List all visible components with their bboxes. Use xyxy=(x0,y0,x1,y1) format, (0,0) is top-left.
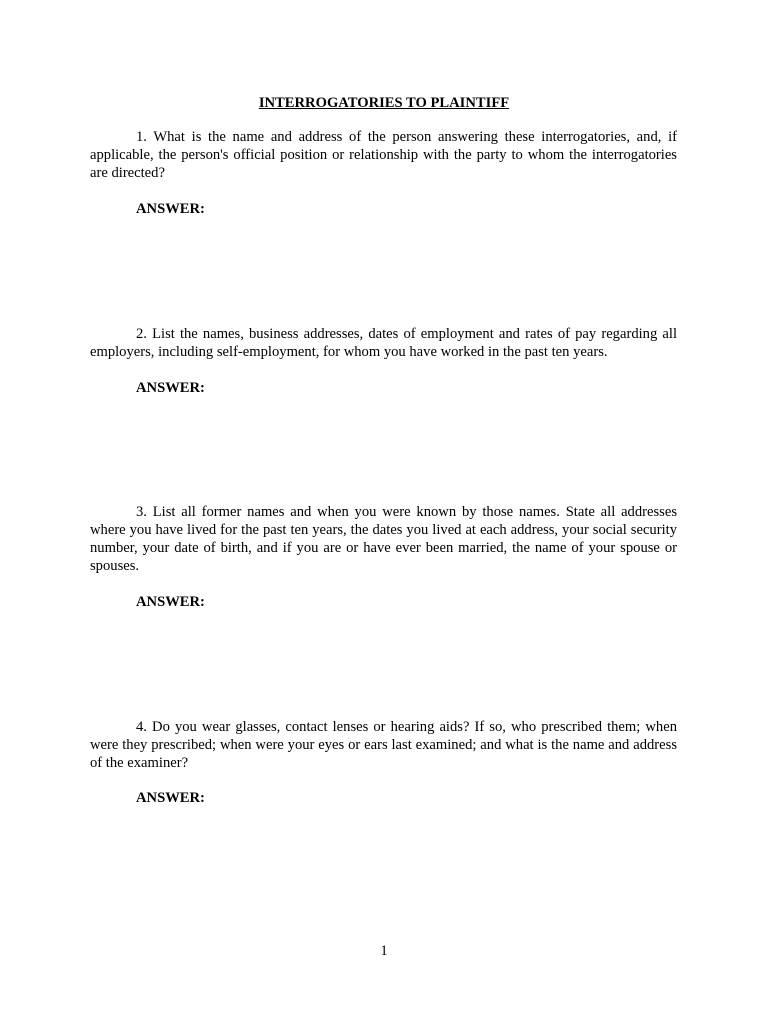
question-2: 2. List the names, business addresses, dates of employment and rates of pay regarding all employers, including self-employment, for whom you have worked in the past ten years. xyxy=(90,326,677,360)
question-1: 1. What is the name and address of the person answering these interrogatories, and, if applicable, the person's official position or relationship with the party to whom the interrogatories are directed? xyxy=(90,129,677,181)
answer-label-3: ANSWER: xyxy=(136,594,205,610)
question-4: 4. Do you wear glasses, contact lenses or hearing aids? If so, who prescribed them; when were they prescribed; when were your eyes or ears last examined; and what is the name and address of the examiner? xyxy=(90,719,677,771)
answer-label-1: ANSWER: xyxy=(136,201,205,217)
answer-label-2: ANSWER: xyxy=(136,380,205,396)
document-title: INTERROGATORIES TO PLAINTIFF xyxy=(258,95,510,111)
answer-label-4: ANSWER: xyxy=(136,790,205,806)
page-number: 1 xyxy=(380,943,388,959)
question-3: 3. List all former names and when you were known by those names. State all addresses where you have lived for the past ten years, the dates you lived at each address, your social security number, your date of birth, and if you are or have ever been married, the name of your spouse or spouses. xyxy=(90,504,677,574)
